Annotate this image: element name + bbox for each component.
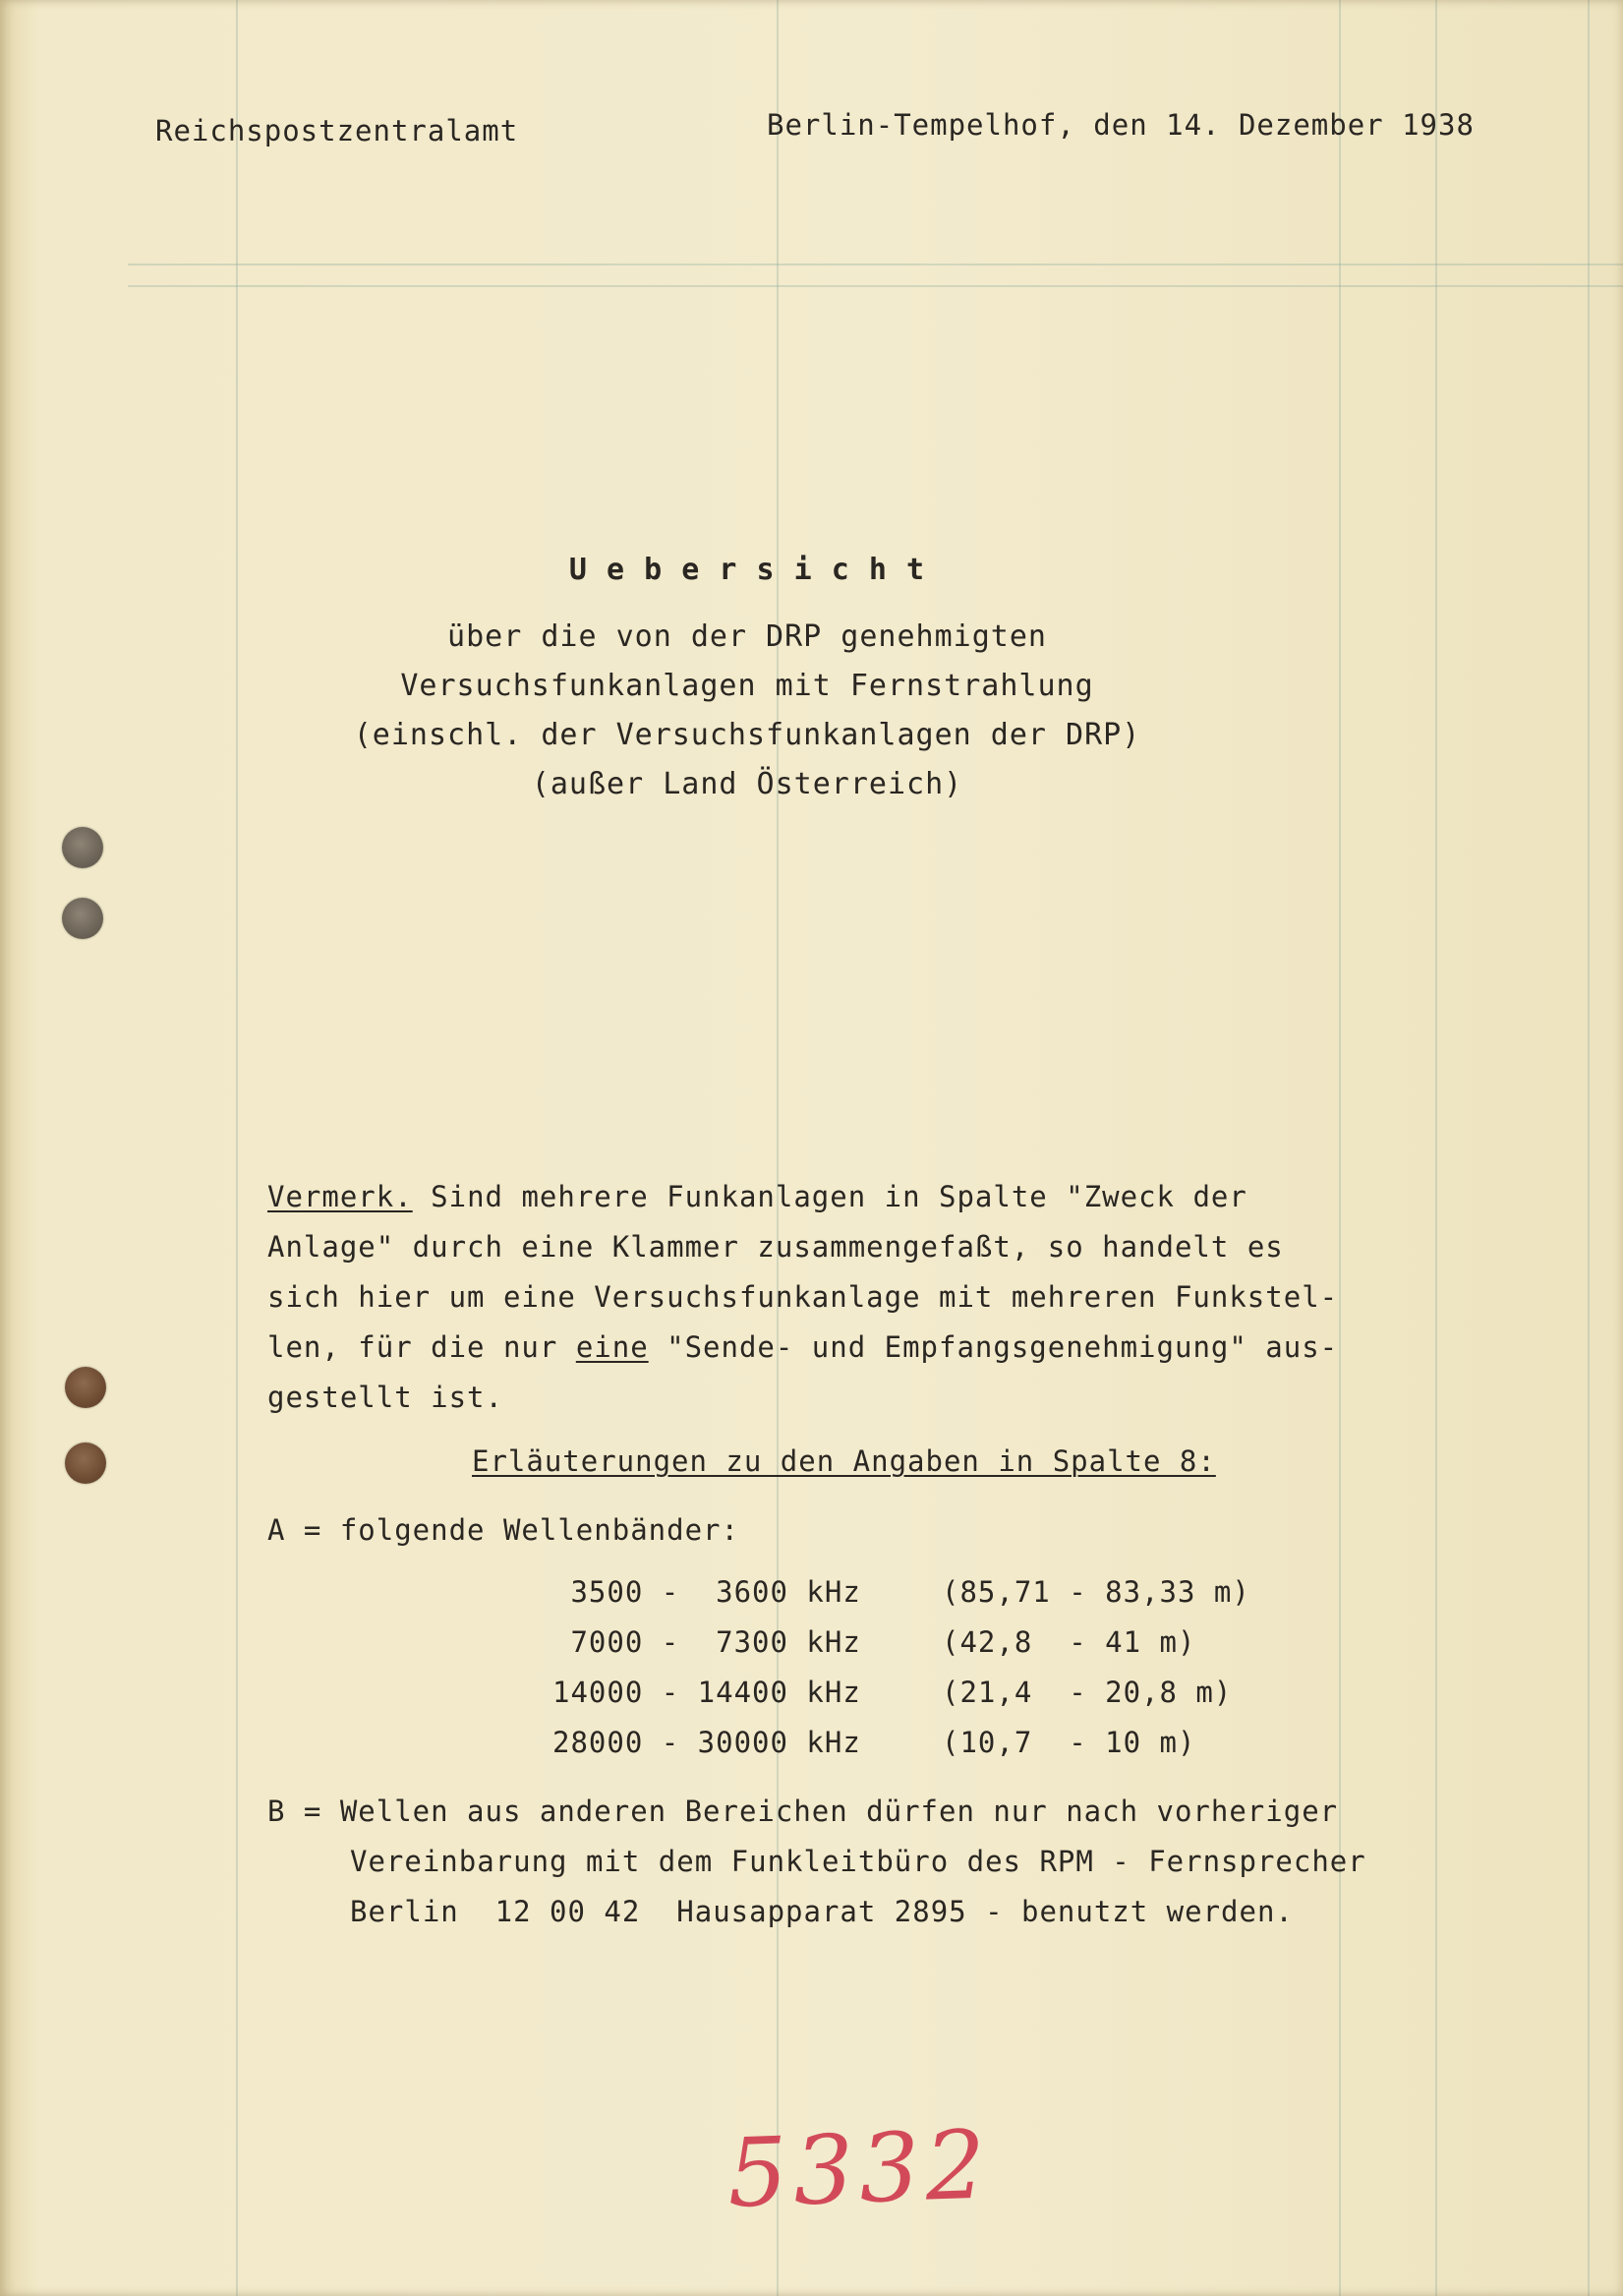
band-khz: 3500 - 3600 kHz <box>552 1575 861 1609</box>
note-label: Vermerk. <box>267 1180 413 1213</box>
note-line-4 <box>267 1330 1338 1364</box>
explanation-b-line-3: Berlin 12 00 42 Hausapparat 2895 - benutzt werden. <box>350 1895 1294 1928</box>
explanation-b-line-2: Vereinbarung mit dem Funkleitbüro des RPM - Fernsprecher <box>350 1845 1366 1878</box>
band-khz: 7000 - 7300 kHz <box>552 1625 861 1659</box>
note-line-1-text: Sind mehrere Funkanlagen in Spalte "Zweck der <box>412 1180 1247 1213</box>
bleed-grid-line <box>236 0 238 2296</box>
title-line-5: (außer Land Österreich) <box>531 767 963 801</box>
note-line-4c: "Sende- und Empfangsgenehmigung" aus- <box>648 1330 1339 1364</box>
bleed-grid-line <box>128 264 1623 265</box>
band-khz: 14000 - 14400 kHz <box>552 1676 861 1709</box>
note-line-2a: Anlage" <box>267 1230 395 1264</box>
band-m: (85,71 - 83,33 m) <box>942 1575 1250 1609</box>
title-line-3: Versuchsfunkanlagen mit Fernstrahlung <box>400 669 1094 703</box>
punch-hole <box>65 1442 106 1484</box>
note-line-3: sich hier um eine Versuchsfunkanlage mit mehreren Funkstel- <box>267 1280 1339 1314</box>
bleed-grid-line <box>1435 0 1437 2296</box>
bleed-grid-line <box>1339 0 1341 2296</box>
punch-hole <box>62 898 103 939</box>
band-khz: 28000 - 30000 kHz <box>552 1726 861 1759</box>
place-date: Berlin-Tempelhof, den 14. Dezember 1938 <box>767 108 1475 142</box>
handwritten-number: 5332 <box>725 2109 994 2229</box>
note-line-4b: eine <box>575 1330 649 1364</box>
bleed-grid-line <box>777 0 779 2296</box>
explanation-b-line-1: B = Wellen aus anderen Bereichen dürfen nur nach vorheriger <box>267 1795 1339 1828</box>
title-line-4: (einschl. der Versuchsfunkanlagen der DRP) <box>353 718 1141 752</box>
band-m: (10,7 - 10 m) <box>942 1726 1196 1759</box>
bleed-grid-line <box>128 285 1623 287</box>
note-line-1 <box>267 1180 1247 1213</box>
note-line-5: gestellt ist. <box>267 1381 503 1414</box>
band-m: (42,8 - 41 m) <box>942 1625 1196 1659</box>
office-name: Reichspostzentralamt <box>155 114 519 147</box>
title-line-2: über die von der DRP genehmigten <box>447 619 1047 654</box>
bleed-grid-line <box>1588 0 1590 2296</box>
page-title: U e b e r s i c h t <box>568 553 926 587</box>
punch-hole <box>65 1367 106 1408</box>
note-line-2b: durch eine Klammer zusammengefaßt, so handelt es <box>394 1230 1284 1264</box>
punch-hole <box>62 827 103 868</box>
explanation-a: A = folgende Wellenbänder: <box>267 1513 739 1547</box>
band-m: (21,4 - 20,8 m) <box>942 1676 1233 1709</box>
explanations-heading: Erläuterungen zu den Angaben in Spalte 8: <box>472 1444 1216 1478</box>
note-line-4a: len, für die nur <box>267 1330 576 1364</box>
note-line-2 <box>267 1230 1284 1264</box>
